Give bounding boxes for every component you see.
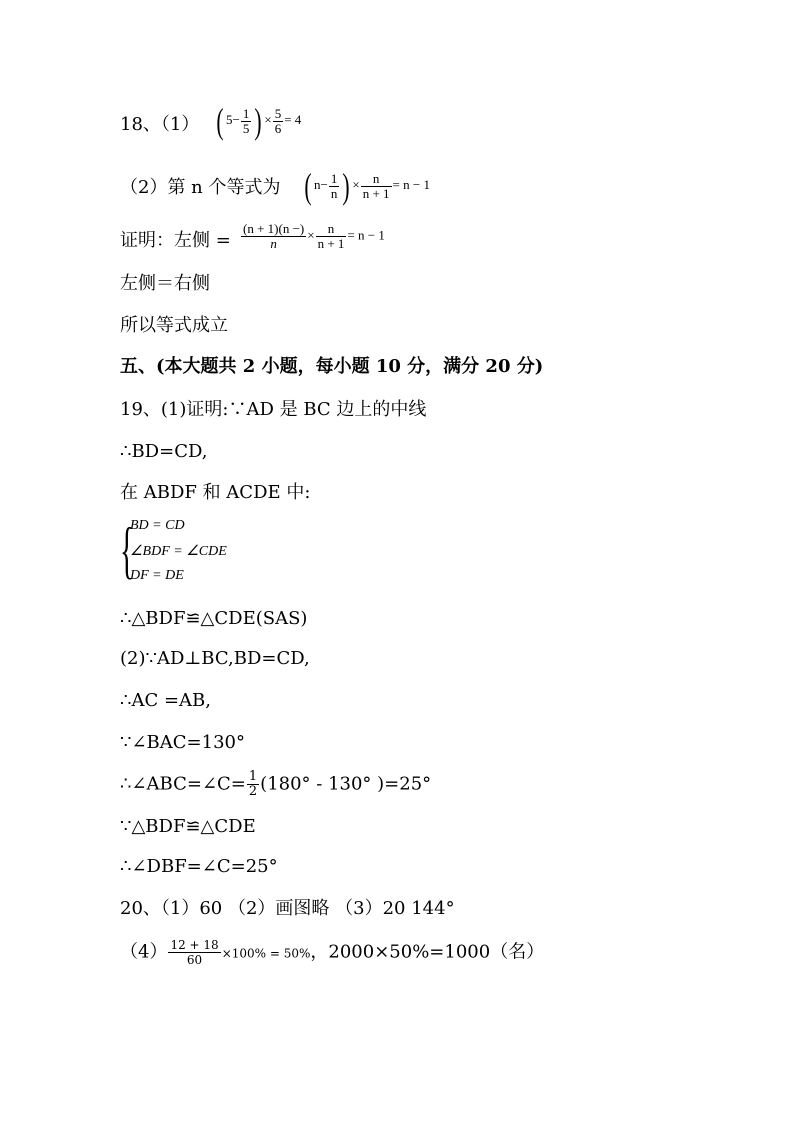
- q19-line5: (2)∵AD⊥BC,BD=CD,: [120, 648, 310, 669]
- system-eq: ∠BDF = ∠CDE: [130, 544, 227, 559]
- fraction: $\frac{12 + 18}{60}$: [170, 938, 219, 967]
- q20-line2: （4） $\frac{12 + 18}{60}$ ×100% = 50%，2000×50%=1000（名）: [120, 938, 545, 967]
- q20-line1: 20、（1）60 （2）画图略 （3）20 144°: [120, 898, 455, 919]
- q18-formula-1: ( 5− $\frac{1}{5}$ ) × $\frac{5}{6}$ = 4: [216, 101, 302, 141]
- brace: {: [120, 514, 134, 585]
- q18-line5: 所以等式成立: [120, 315, 228, 336]
- fraction: $\frac{1}{n}$: [330, 170, 338, 201]
- q18-label: 18、（1）: [120, 114, 200, 135]
- fraction: $\frac{(n + 1)(n -)}{n}$: [243, 221, 305, 251]
- q18-formula-3: $\frac{(n + 1)(n -)}{n}$ × $\frac{n}{n + 1}$ = n − 1: [243, 221, 385, 251]
- q18-proof-label: 证明：左侧 =: [120, 230, 231, 251]
- formula-term: 5: [226, 111, 233, 127]
- fraction: $\frac{1}{5}$: [242, 105, 250, 136]
- fraction: $\frac{n}{n + 1}$: [362, 170, 390, 201]
- q19-line4: ∴△BDF≌△CDE(SAS): [120, 608, 308, 629]
- formula-result: = 4: [284, 111, 302, 127]
- q19-line6: ∴AC =AB,: [120, 690, 211, 711]
- q19-line9: ∵△BDF≌△CDE: [120, 816, 256, 837]
- q18-formula-2: ( n− $\frac{1}{n}$ ) × $\frac{n}{n + 1}$ = n − 1: [304, 166, 430, 206]
- system-eq: BD = CD: [130, 518, 185, 533]
- q19-line3: 在 ABDF 和 ACDE 中:: [120, 482, 311, 503]
- fraction: $\frac{n}{n + 1}$: [317, 221, 345, 251]
- q18-line4: 左侧＝右侧: [120, 273, 210, 294]
- fraction: $\frac{5}{6}$: [274, 105, 282, 136]
- q19-line8: ∴∠ABC=∠C= $\frac{1}{2}$ (180° - 130° )=25°: [120, 769, 432, 799]
- q18-part2-label: （2）第 n 个等式为: [120, 177, 281, 198]
- formula-op: −: [232, 111, 240, 127]
- q19-line1: 19、(1)证明:∵AD 是 BC 边上的中线: [120, 399, 427, 420]
- section-heading: 五、(本大题共 2 小题，每小题 10 分，满分 20 分): [120, 356, 544, 377]
- q19-line2: ∴BD=CD,: [120, 441, 208, 462]
- system-eq: DF = DE: [130, 568, 184, 583]
- formula-op: ×: [264, 111, 272, 127]
- q19-line7: ∵∠BAC=130°: [120, 732, 245, 753]
- fraction: $\frac{1}{2}$: [248, 769, 258, 799]
- q18-part1: [120, 114, 199, 136]
- q19-line10: ∴∠DBF=∠C=25°: [120, 856, 278, 877]
